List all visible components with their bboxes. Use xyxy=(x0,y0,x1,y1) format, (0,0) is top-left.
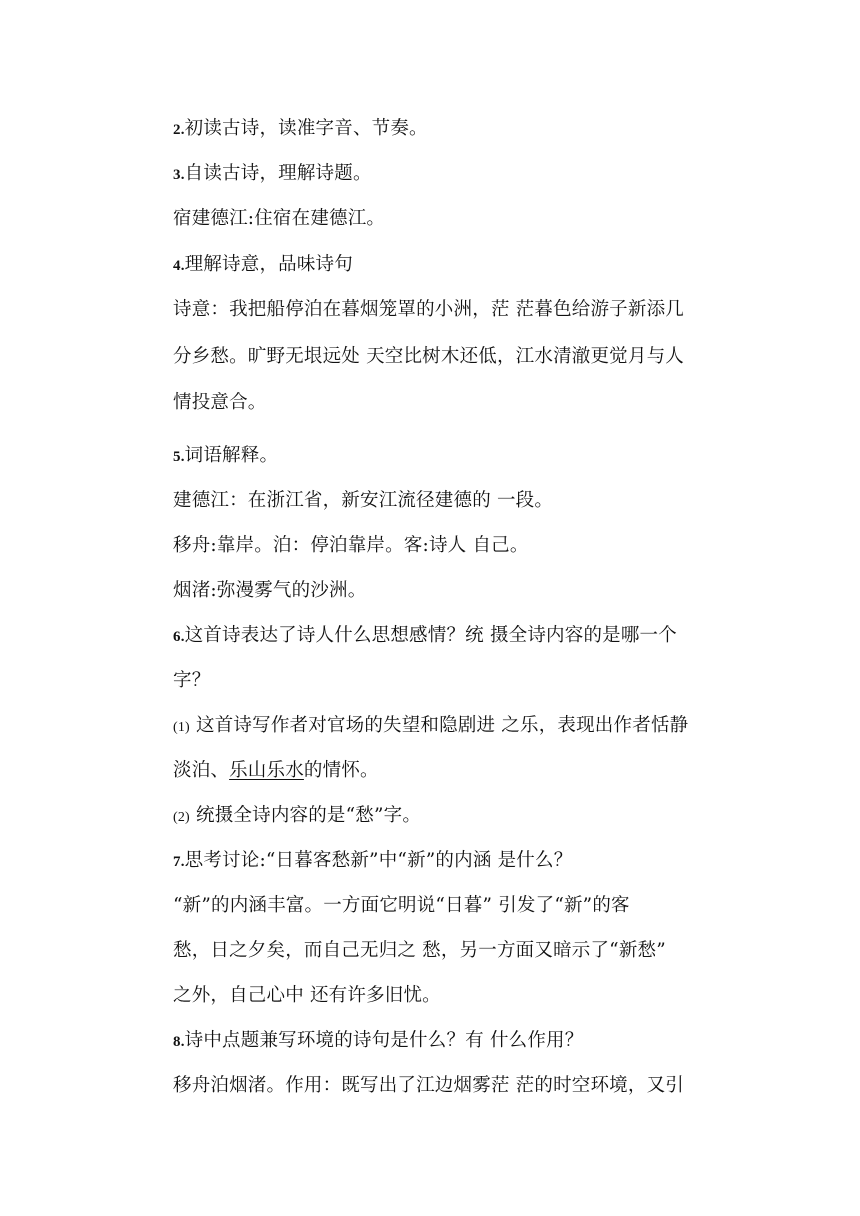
item-2 xyxy=(173,117,753,142)
item-number: 5. xyxy=(173,449,185,465)
item-text: 诗中点题兼写环境的诗句是什么？有 什么作用？ xyxy=(184,1030,584,1051)
item-text: 思考讨论:“日暮客愁新”中“新”的内涵 是什么？ xyxy=(184,850,573,871)
item-6 xyxy=(173,624,753,649)
text-line: 诗意：我把船停泊在暮烟笼罩的小洲，茫 茫暮色给游子新添几 xyxy=(173,299,684,320)
item-4 xyxy=(173,253,753,278)
item-3 xyxy=(173,162,753,187)
text-line: “新”的内涵丰富。一方面它明说“日暮” 引发了“新”的客 xyxy=(173,895,630,916)
sub-item-number: (1) xyxy=(173,720,190,735)
text-segment: 的情怀。 xyxy=(303,760,379,781)
text-line: 字？ xyxy=(173,670,211,691)
item-7 xyxy=(173,849,753,874)
text-line: 烟渚:弥漫雾气的沙洲。 xyxy=(173,580,367,601)
item-text: 这首诗表达了诗人什么思想感情？统 摄全诗内容的是哪一个 xyxy=(184,625,677,646)
item-text: 自读古诗，理解诗题。 xyxy=(184,163,372,184)
text-line: 宿建德江:住宿在建德江。 xyxy=(173,208,386,229)
text-segment: 淡泊、 xyxy=(173,760,230,781)
sub-item-text: 这首诗写作者对官场的失望和隐剧进 之乐，表现出作者恬静 xyxy=(189,715,689,736)
text-line: 分乡愁。旷野无垠远处 天空比树木还低，江水清澈更觉月与人 xyxy=(173,346,684,367)
text-line: 愁，日之夕矣，而自己无归之 愁，另一方面又暗示了“新愁” xyxy=(173,940,666,961)
sub-item-text: 统摄全诗内容的是“愁”字。 xyxy=(189,805,422,826)
item-8 xyxy=(173,1029,753,1054)
item-5 xyxy=(173,444,753,469)
text-line: 移舟:靠岸。泊：停泊靠岸。客:诗人 自己。 xyxy=(173,535,529,556)
sub-item-1 xyxy=(173,714,753,740)
item-number: 6. xyxy=(173,629,185,645)
item-number: 4. xyxy=(173,258,185,274)
text-line: 情投意合。 xyxy=(173,392,267,413)
text-line: 之外，自己心中 还有许多旧忧。 xyxy=(173,985,441,1006)
sub-item-number: (2) xyxy=(173,810,190,825)
item-number: 7. xyxy=(173,854,185,870)
underlined-phrase: 乐山乐水 xyxy=(229,760,304,781)
item-number: 2. xyxy=(173,122,185,138)
item-number: 8. xyxy=(173,1034,185,1050)
text-line: 移舟泊烟渚。作用：既写出了江边烟雾茫 茫的时空环境，又引 xyxy=(173,1075,684,1096)
item-text: 初读古诗，读准字音、节奏。 xyxy=(184,118,428,139)
item-number: 3. xyxy=(173,167,185,183)
item-text: 词语解释。 xyxy=(184,445,279,466)
item-text: 理解诗意，品味诗句 xyxy=(184,254,353,275)
sub-item-2 xyxy=(173,804,753,830)
text-line xyxy=(173,759,753,783)
text-line: 建德江：在浙江省，新安江流径建德的 一段。 xyxy=(173,490,554,511)
